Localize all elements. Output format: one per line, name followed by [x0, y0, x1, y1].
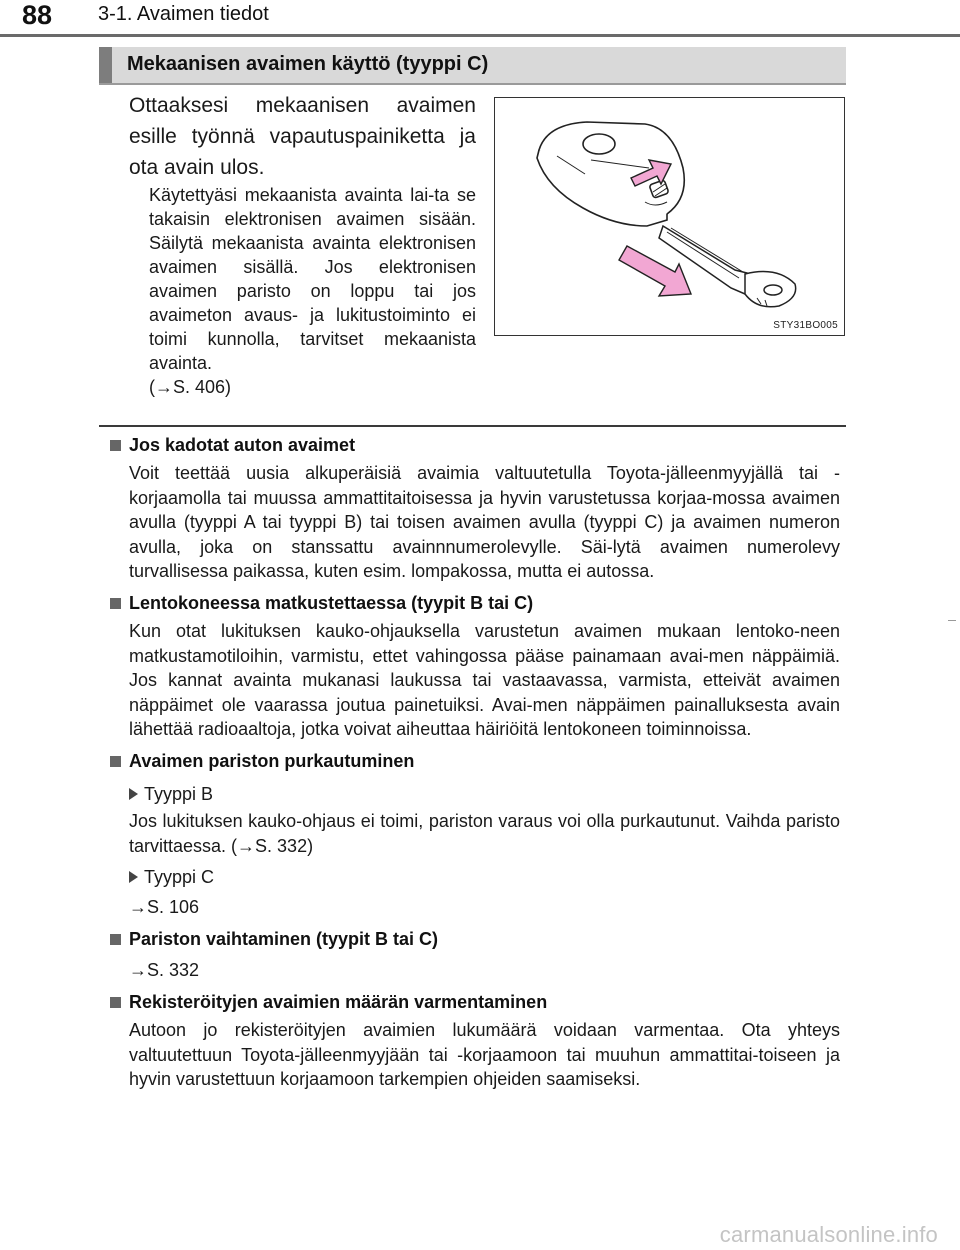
watermark: carmanualsonline.info [719, 1222, 938, 1247]
section-divider [99, 425, 846, 427]
block-text: Kun otat lukituksen kauko-ohjauksella varustetun avaimen mukaan lentoko-neen matkustamotiloihin, varmistu, ettet vahingossa pääse painamaan avai-men näppäimiä. Jos kannat avainta mukanasi laukussa tai vastaavassa, varmista, etteivät avaimen näppäimet ole vaarassa joutua painetuiksi. Avai-men näppäimen painalluksesta avain lähettää radioaaltoja, jotka voivat aiheuttaa häiriöitä lentokoneen toiminnoissa. [129, 620, 840, 740]
edge-mark [948, 620, 956, 621]
bullet-square-icon [110, 598, 121, 609]
bullet-square-icon [110, 997, 121, 1008]
section-heading-bar [99, 47, 846, 85]
block-text: Voit teettää uusia alkuperäisiä avaimia valtuutetulla Toyota-jälleenmyyjällä tai -korjaamolla tai muussa ammattitaitoisessa ja hyvin varustetussa korjaa-mossa avaimen avulla (tyyppi A tai tyyppi B) tai toisen avaimen avulla (tyyppi C) ja avaimen numeron avulla, joka on stanssattu avainnnumerolevylle. Säi-lytä avaimen numerolevy turvallisessa paikassa, kuten esim. lompakossa, mutta ei autossa. [129, 463, 840, 582]
bullet-square-icon [110, 440, 121, 451]
sub-heading-type-b [129, 781, 840, 807]
type-c-reference: →S. 106 [129, 897, 200, 918]
replace-reference: →S. 332 [129, 960, 200, 981]
note-paragraph [149, 183, 476, 399]
sub-heading-type-c [129, 864, 840, 890]
page-number: 88 [22, 0, 53, 30]
block-heading [110, 926, 840, 953]
bullet-square-icon [110, 756, 121, 767]
heading-text: Lentokoneessa matkustettaessa (tyypit B tai C) [129, 592, 534, 613]
block-heading [110, 590, 840, 617]
bullet-square-icon [110, 934, 121, 945]
triangle-bullet-icon [129, 871, 138, 883]
sub-heading-text: Tyyppi B [144, 783, 214, 804]
section-accent [99, 47, 112, 83]
block-heading [110, 432, 840, 459]
key-drawing [495, 98, 844, 335]
heading-text: Jos kadotat auton avaimet [129, 435, 356, 455]
block-replace-battery [110, 926, 840, 983]
heading-text: Avaimen pariston purkautuminen [129, 750, 415, 771]
triangle-bullet-icon [129, 788, 138, 800]
chapter-title: 3-1. Avaimen tiedot [98, 3, 269, 25]
heading-text: Rekisteröityjen avaimien määrän varmentaminen [129, 992, 548, 1013]
key-illustration [494, 97, 845, 336]
type-b-text: Jos lukituksen kauko-ohjaus ei toimi, pariston varaus voi olla purkautunut. Vaihda paristo tarvittaessa. (→S. 332) [129, 810, 840, 856]
block-heading [110, 748, 840, 775]
heading-text: Pariston vaihtaminen (tyypit B tai C) [129, 929, 439, 950]
block-verify [110, 989, 840, 1092]
note-reference: (→S. 406) [149, 377, 232, 397]
note-text: Käytettyäsi mekaanista avainta lai-ta se takaisin elektronisen avaimen sisään. Säilytä mekaanista avainta elektronisen avaimen sisällä. Jos elektronisen avaimen paristo on loppu tai jos avaimeton avaus- ja lukitustoiminto ei toimi kunnolla, tarvitset mekaanista avainta. [149, 185, 476, 373]
block-text: Autoon jo rekisteröityjen avaimien lukumäärä voidaan varmentaa. Ota yhteys valtuutettuun Toyota-jälleenmyyjään tai -korjaamoon tai muuhun ammattitai-toiseen ja hyvin varustettuun korjaamoon tarkempien ohjeiden saamiseksi. [129, 1020, 840, 1090]
block-lost-keys [110, 432, 840, 584]
intro-paragraph: Ottaaksesi mekaanisen avaimen esille työnnä vapautuspainiketta ja ota avain ulos. [129, 94, 476, 179]
header-rule [0, 34, 960, 37]
section-title: Mekaanisen avaimen käyttö (tyyppi C) [127, 53, 489, 75]
block-airplane [110, 590, 840, 742]
sub-heading-text: Tyyppi C [144, 867, 215, 888]
info-blocks [110, 432, 840, 1098]
block-heading [110, 989, 840, 1016]
figure-code: STY31BO005 [773, 320, 838, 331]
block-battery [110, 748, 840, 920]
